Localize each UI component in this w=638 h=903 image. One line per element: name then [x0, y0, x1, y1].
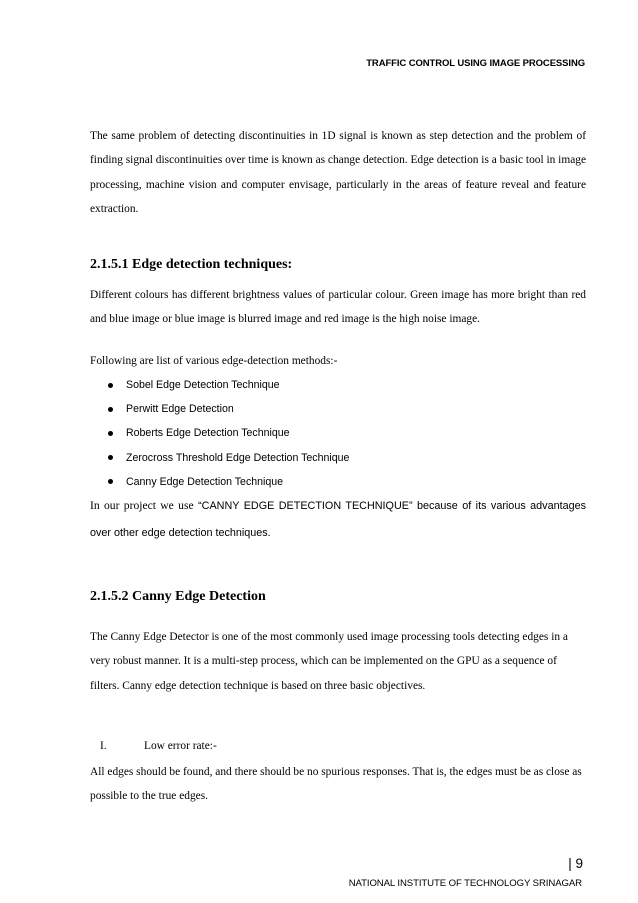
objective-heading [100, 740, 217, 752]
footer-institution: NATIONAL INSTITUTE OF TECHNOLOGY SRINAGAR [348, 878, 582, 889]
page-number: | 9 [568, 856, 583, 871]
method-label: Roberts Edge Detection Technique [126, 427, 290, 440]
conclusion-prefix: In our project we use [90, 499, 194, 512]
canny-description-paragraph: The Canny Edge Detector is one of the most commonly used image processing tools detecting edges in a very robust manner. It is a multi-step process, which can be implemented on the GPU as a sequence of filters. Canny edge detection technique is based on three basic objectives. [90, 631, 568, 692]
objective-title: Low error rate:- [144, 740, 217, 752]
list-item [108, 446, 349, 470]
bullet-icon [108, 455, 113, 460]
method-label: Zerocross Threshold Edge Detection Technique [126, 451, 350, 464]
section-heading-edge-techniques: 2.1.5.1 Edge detection techniques: [90, 257, 293, 272]
project-conclusion-paragraph [90, 492, 586, 547]
method-label: Sobel Edge Detection Technique [126, 379, 280, 391]
edge-methods-list [108, 373, 349, 494]
bullet-icon [108, 479, 113, 484]
methods-list-intro: Following are list of various edge-detection methods:- [90, 355, 338, 367]
intro-paragraph: The same problem of detecting discontinuities in 1D signal is known as step detection and the problem of finding signal discontinuities over time is known as change detection. Edge detection is a basic tool in image processing, machine vision and computer envisage, particularly in the areas of feature reveal and feature extraction. [90, 130, 587, 215]
objective-description: All edges should be found, and there should be no spurious responses. That is, the edges must be as close as possible to the true edges. [90, 766, 582, 803]
list-item [108, 373, 349, 397]
colour-brightness-paragraph: Different colours has different brightness values of particular colour. Green image has more bright than red and blue image or blue image is blurred image and red image is the high noise image. [90, 289, 586, 326]
list-item [108, 397, 349, 421]
running-header: TRAFFIC CONTROL USING IMAGE PROCESSING [366, 58, 585, 69]
bullet-icon [108, 407, 113, 412]
section-heading-canny: 2.1.5.2 Canny Edge Detection [90, 589, 266, 604]
list-item [108, 421, 349, 445]
method-label: Perwitt Edge Detection [126, 403, 234, 416]
objective-numeral: I. [100, 740, 107, 752]
bullet-icon [108, 431, 113, 436]
list-item [108, 470, 349, 494]
bullet-icon [108, 383, 113, 388]
conclusion-rest: “CANNY EDGE DETECTION TECHNIQUE” because of its various advantages over other edge detection techniques. [90, 500, 586, 539]
method-label: Canny Edge Detection Technique [126, 475, 284, 488]
